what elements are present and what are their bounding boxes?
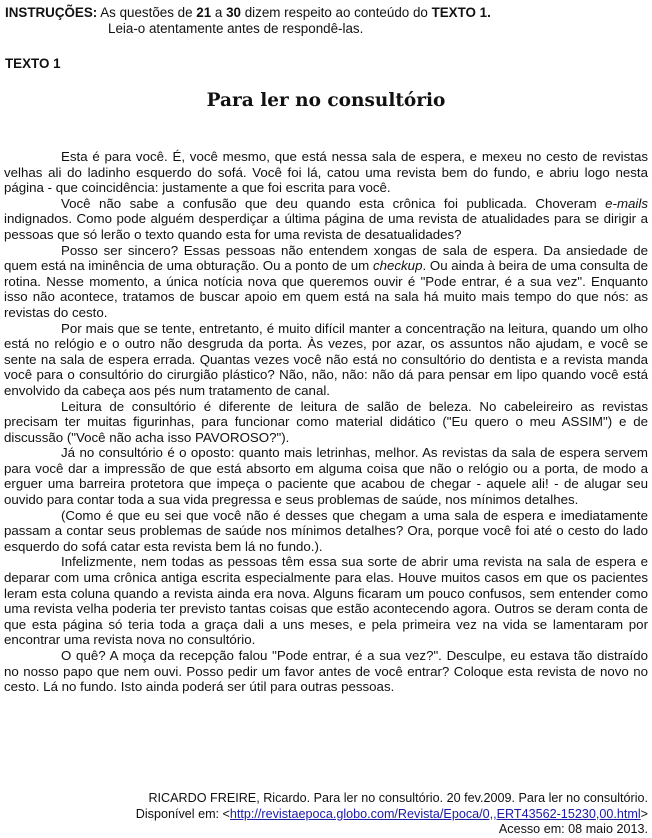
instructions	[5, 5, 491, 37]
section-label: TEXTO 1	[5, 56, 61, 71]
paragraph-8: Infelizmente, nem todas as pessoas têm essa sua sorte de abrir uma revista na sala de espera e deparar com uma crônica antiga escrita especialmente para elas. Houve muitos casos em que os pacientes leram esta coluna quando a revista ainda era nova. Alguns ficaram um pouco confusos, sem entender como uma revista velha poderia ter previsto tantas coisas que estão acontecendo agora. Outros se deram conta de que esta página só teria toda a graça dali a uns meses, e pela primeira vez na vida se lamentaram por encontrar uma revista nova no consultório.	[4, 554, 648, 648]
emphasis: e-mails	[605, 195, 648, 211]
paragraph-2: Você não sabe a confusão que deu quando esta crônica foi publicada. Choveram e-mails indignados. Como pode alguém desperdiçar a última página de uma revista de atualidades para se dirigir a pessoas que só lerão o texto quando esta for uma revista de desatualidades?	[4, 195, 648, 242]
article-body	[4, 149, 648, 695]
instructions-line-1: INSTRUÇÕES: As questões de 21 a 30 dizem respeito ao conteúdo do TEXTO 1.	[5, 5, 491, 20]
reference-availability: Disponível em: <http://revistaepoca.globo.com/Revista/Epoca/0,,ERT43562-15230,00.html>	[135, 806, 648, 821]
article-title: Para ler no consultório	[206, 90, 446, 111]
instructions-line-2: Leia-o atentamente antes de respondê-las.	[108, 21, 364, 36]
paragraph-7: (Como é que eu sei que você não é desses que chegam a uma sala de espera e imediatamente passam a contar seus problemas de saúde nos mínimos detalhes? Ora, porque você foi até o cesto do lado esquerdo do sofá catar esta revista bem lá no fundo.).	[4, 507, 648, 554]
question-start: 21	[196, 5, 212, 20]
paragraph-1: Esta é para você. É, você mesmo, que está nessa sala de espera, e mexeu no cesto de revistas velhas ali do ladinho esquerdo do sofá. Você foi lá, catou uma revista bem do fundo, e abriu logo nesta página - que coincidência: justamente a que foi escrita para você.	[4, 149, 648, 196]
paragraph-5: Leitura de consultório é diferente de leitura de salão de beleza. No cabeleireiro as revistas precisam ter muitas figurinhas, para funcionar como material didático ("Eu quero o meu ASSIM") e de discussão ("Você não acha isso PAVOROSO?").	[4, 398, 648, 445]
question-end: 30	[226, 5, 241, 20]
instructions-label: INSTRUÇÕES:	[5, 5, 98, 20]
paragraph-3: Posso ser sincero? Essas pessoas não entendem xongas de sala de espera. Da ansiedade de quem está na iminência de uma obturação. Ou a ponto de um checkup. Ou ainda à beira de uma consulta de rotina. Nesse momento, a única notícia nova que queremos ouvir é "Pode entrar, é a sua vez". Enquanto isso não acontece, tratamos de buscar apoio em quem está na sala há muito mais tempo do que nós: as revistas do cesto.	[4, 242, 648, 320]
text-reference: TEXTO 1.	[431, 5, 491, 20]
paragraph-9: O quê? A moça da recepção falou "Pode entrar, é a sua vez?". Desculpe, eu estava tão distraído no nosso papo que nem ouvi. Posso pedir um favor antes de você entrar? Coloque esta revista de novo no cesto. Lá no fundo. Isto ainda poderá ser útil para outras pessoas.	[4, 648, 648, 695]
reference-citation: RICARDO FREIRE, Ricardo. Para ler no consultório. 20 fev.2009. Para ler no consultório.	[148, 791, 648, 805]
paragraph-4: Por mais que se tente, entretanto, é muito difícil manter a concentração na leitura, quando um olho está no relógio e o outro não desgruda da porta. Às vezes, por azar, os assuntos não ajudam, e você se sente na sala de espera errada. Quantas vezes você não está no consultório do dentista e a revista manda você para o consultório do cirurgião plástico? Não, não, não: não dá para pensar em lipo quando você está envolvido da cabeça aos pés num tratamento de canal.	[4, 320, 648, 398]
reference-access-date: Acesso em: 08 maio 2013.	[498, 822, 648, 836]
emphasis: checkup	[372, 258, 423, 274]
bibliographic-reference	[136, 791, 648, 838]
paragraph-6: Já no consultório é o oposto: quanto mais letrinhas, melhor. As revistas da sala de espera servem para você dar a impressão de que está absorto em alguma coisa que não o relógio ou a porta, de modo a erguer uma barreira protetora que impeça o paciente que acabou de chegar - aquele ali! - de alugar seu ouvido para contar toda a sua vida pregressa e seus problemas de saúde, nos mínimos detalhes.	[4, 445, 648, 508]
source-link[interactable]: http://revistaepoca.globo.com/Revista/Epoca/0,,ERT43562-15230,00.html	[229, 806, 641, 821]
